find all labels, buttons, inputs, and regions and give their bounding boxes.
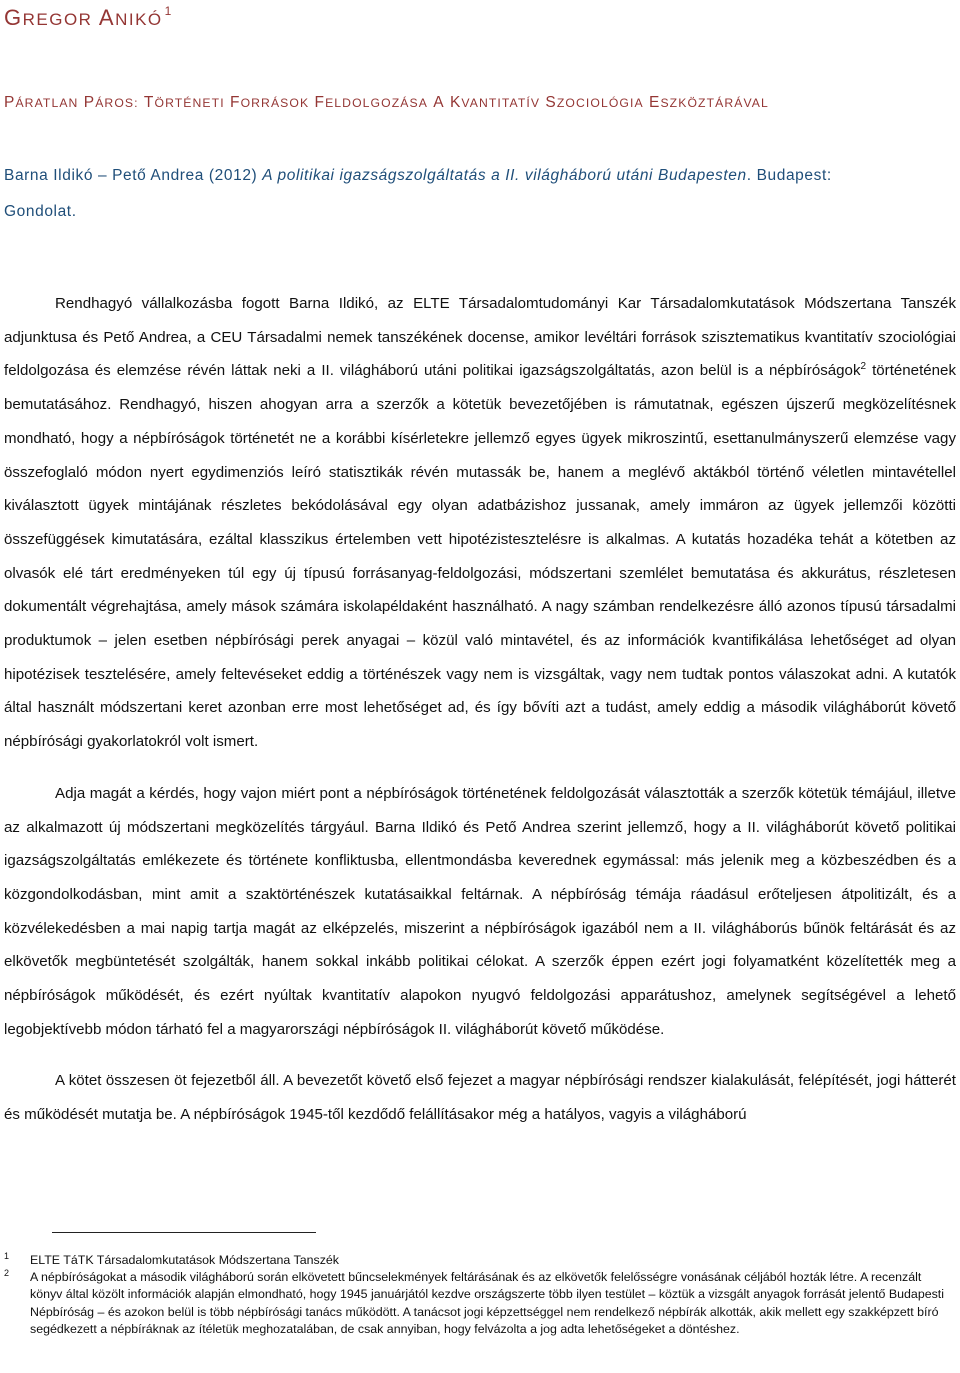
book-reference — [4, 158, 904, 230]
title-word-rest: ÁRATLAN — [15, 96, 79, 110]
title-word-rest: ÁROS: — [95, 96, 139, 110]
author-footnote-mark: 1 — [164, 4, 173, 18]
paragraph-1 — [4, 287, 956, 759]
footnotes — [4, 1252, 948, 1338]
paragraph-1-rest: történetének bemutatásához. Rendhagyó, hiszen ahogyan arra a szerzők a kötetük bevezetőjében is rámutatnak, egészen újszerű megközelítésnek mondható, hogy a népbíróságok történetét ne a korábbi kísérletekre jellemző egyes ügyek mikroszintű, esettanulmányszerű elemzése vagy összefoglaló módon nyert egydimenziós leíró statisztikák révén mutassák be, hanem a meglévő aktákból történő véletlen mintavétellel kiválasztott ügyek mintájának részletes bekódolásával egy olyan adatbázishoz jussanak, amely immáron az ügyek jellemzői közötti összefüggések kimutatására, ezáltal klasszikus értelemben vett hipotézistesztelésre is alkalmas. A kutatás hozadéka tehát a kötetben az olvasók elé tárt eredményeken túl egy új típusú forrásanyag-feldolgozási, módszertani szemlélet bemutatása és akkurátus, részletesen dokumentált végrehajtása, amely mások számára iskolapéldaként használható. A nagy számban rendelkezésre álló azonos típusú társadalmi produktumok – jelen esetben népbírósági perek anyagai – közül való mintavétel, és az információk kvantifikálása lehetőséget ad olyan hipotézisek tesztelésére, amely feltevéseket eddig a történészek vagy nem is vizsgáltak, vagy nem tudtak pontos válaszokat adni. A kutatók által használt módszertani keret azonban erre most lehetőséget ad, és így bővíti azt a tudást, amely eddig a második világháborút követő népbírósági gyakorlatokról volt ismert. — [4, 362, 956, 751]
author-last-rest: NIKÓ — [115, 10, 163, 29]
footnote-2 — [4, 1269, 948, 1338]
title-word — [230, 94, 309, 111]
footnote-separator — [52, 1232, 316, 1233]
reference-book-title: A politikai igazságszolgáltatás a II. világháború utáni Budapesten — [262, 167, 747, 184]
title-word — [315, 94, 428, 111]
title-word-initial: S — [545, 94, 557, 111]
title-word — [450, 94, 540, 111]
author-name — [4, 4, 173, 31]
title-word — [144, 94, 225, 111]
footnote-2-mark: 2 — [4, 1268, 10, 1279]
footnote-1-text: ELTE TáTK Társadalomkutatások Módszertana Tanszék — [30, 1253, 339, 1267]
title-word-rest: SZKÖZTÁRÁVAL — [660, 96, 769, 110]
title-word — [433, 94, 444, 111]
paragraph-2: Adja magát a kérdés, hogy vajon miért pont a népbíróságok történetének feldolgozását választották a szerzők kötetük témájául, illetve az alkalmazott új módszertani megközelítés tárgyául. Barna Ildikó és Pető Andrea szerint jellemző, hogy a II. világháborút követő politikai igazságszolgáltatás emlékezete és története konfliktusba, ellentmondásba keverednek egymással: más jelenik meg a közbeszédben és a közgondolkodásban, mint amit a szaktörténészek kutatásaikkal feltárnak. A népbíróság témája ráadásul erőteljesen átpolitizált, és a közvélekedésben a mai napig tartja magát az elképzelés, miszerint a népbíróságok igazából nem a II. világháborús bűnök feltárását és az elkövetők megbüntetését szolgálták, hanem sokkal inkább politikai célokat. A szerzők éppen ezért jogi folyamatként közelítették meg a népbíróságok működését, és ezért nyúltak kvantitatív alapokon nyugvó feldolgozási apparátushoz, amelynek segítségével a lehető legobjektívebb módon tárható fel a magyarországi népbíróságok II. világháborút követő működése. — [4, 784, 956, 1038]
review-title — [4, 94, 769, 112]
title-word-initial: E — [649, 94, 661, 111]
title-word-initial: T — [143, 94, 155, 111]
footnote-1-mark: 1 — [4, 1251, 10, 1261]
footnote-1 — [4, 1252, 948, 1269]
title-word-initial: K — [449, 94, 462, 111]
title-word-initial: F — [229, 94, 241, 111]
reference-publisher: . Budapest: Gondolat. — [4, 167, 832, 220]
title-word — [545, 94, 643, 111]
title-word-initial: P — [4, 94, 16, 111]
author-first-rest: REGOR — [22, 10, 93, 29]
title-word-initial: A — [433, 94, 445, 111]
title-word-initial: F — [314, 94, 326, 111]
title-word-initial: P — [83, 94, 96, 111]
paragraph-3: A kötet összesen öt fejezetből áll. A bevezetőt követő első fejezet a magyar népbírósági rendszer kialakulását, felépítését, jogi hátterét és működését mutatja be. A népbíróságok 1945-től kezdődő felállításakor még a hatályos, vagyis a világháború — [4, 1072, 956, 1124]
title-word-rest: ORRÁSOK — [240, 96, 310, 110]
footnote-ref-2: 2 — [860, 361, 867, 373]
reference-authors: Barna Ildikó – Pető Andrea (2012) — [4, 167, 263, 184]
title-word-rest: ÖRTÉNETI — [154, 96, 225, 110]
title-word-rest: VANTITATÍV — [461, 96, 541, 110]
title-word — [4, 94, 78, 111]
paragraph-1-start: Rendhagyó vállalkozásba fogott Barna Ildikó, az ELTE Társadalomtudományi Kar Társadalomkutatások Módszertana Tanszék adjunktusa és Pető Andrea, a CEU Társadalmi nemek tanszékének docense, amikor levéltári források szisztematikus kvantitatív szociológiai feldolgozása és elemzése révén láttak neki a II. világháború utáni politikai igazságszolgáltatás, azon belül is a népbíróságok — [4, 295, 956, 380]
author-last-initial: A — [98, 5, 116, 30]
review-body — [4, 287, 956, 1150]
title-word-rest: ELDOLGOZÁSA — [325, 96, 428, 110]
author-first-initial: G — [4, 5, 23, 30]
footnote-2-text: A népbíróságokat a második világháború során elkövetett bűncselekmények feltárásának és az elkövetők felelősségre vonásának céljából hozták létre. A recenzált könyv által közölt információk alapján elmondható, hogy 1945 januárjától kezdve országszerte több ilyen testület – köztük a vizsgált anyagok forrását jelentő Budapesti Népbíróság – és azokon belül is több népbírósági tanács működött. A tanácsot jogi képzettséggel nem rendelkező népbírák alkották, akik mellett egy szakképzett bíró segédkezett a népbíráknak az ítéletük meghozatalában, de csak annyiban, hogy felvázolta a jog adta lehetőségeket a döntéshez. — [30, 1270, 944, 1336]
title-word — [84, 94, 139, 111]
title-word-rest: ZOCIOLÓGIA — [556, 96, 644, 110]
title-word — [649, 94, 769, 111]
